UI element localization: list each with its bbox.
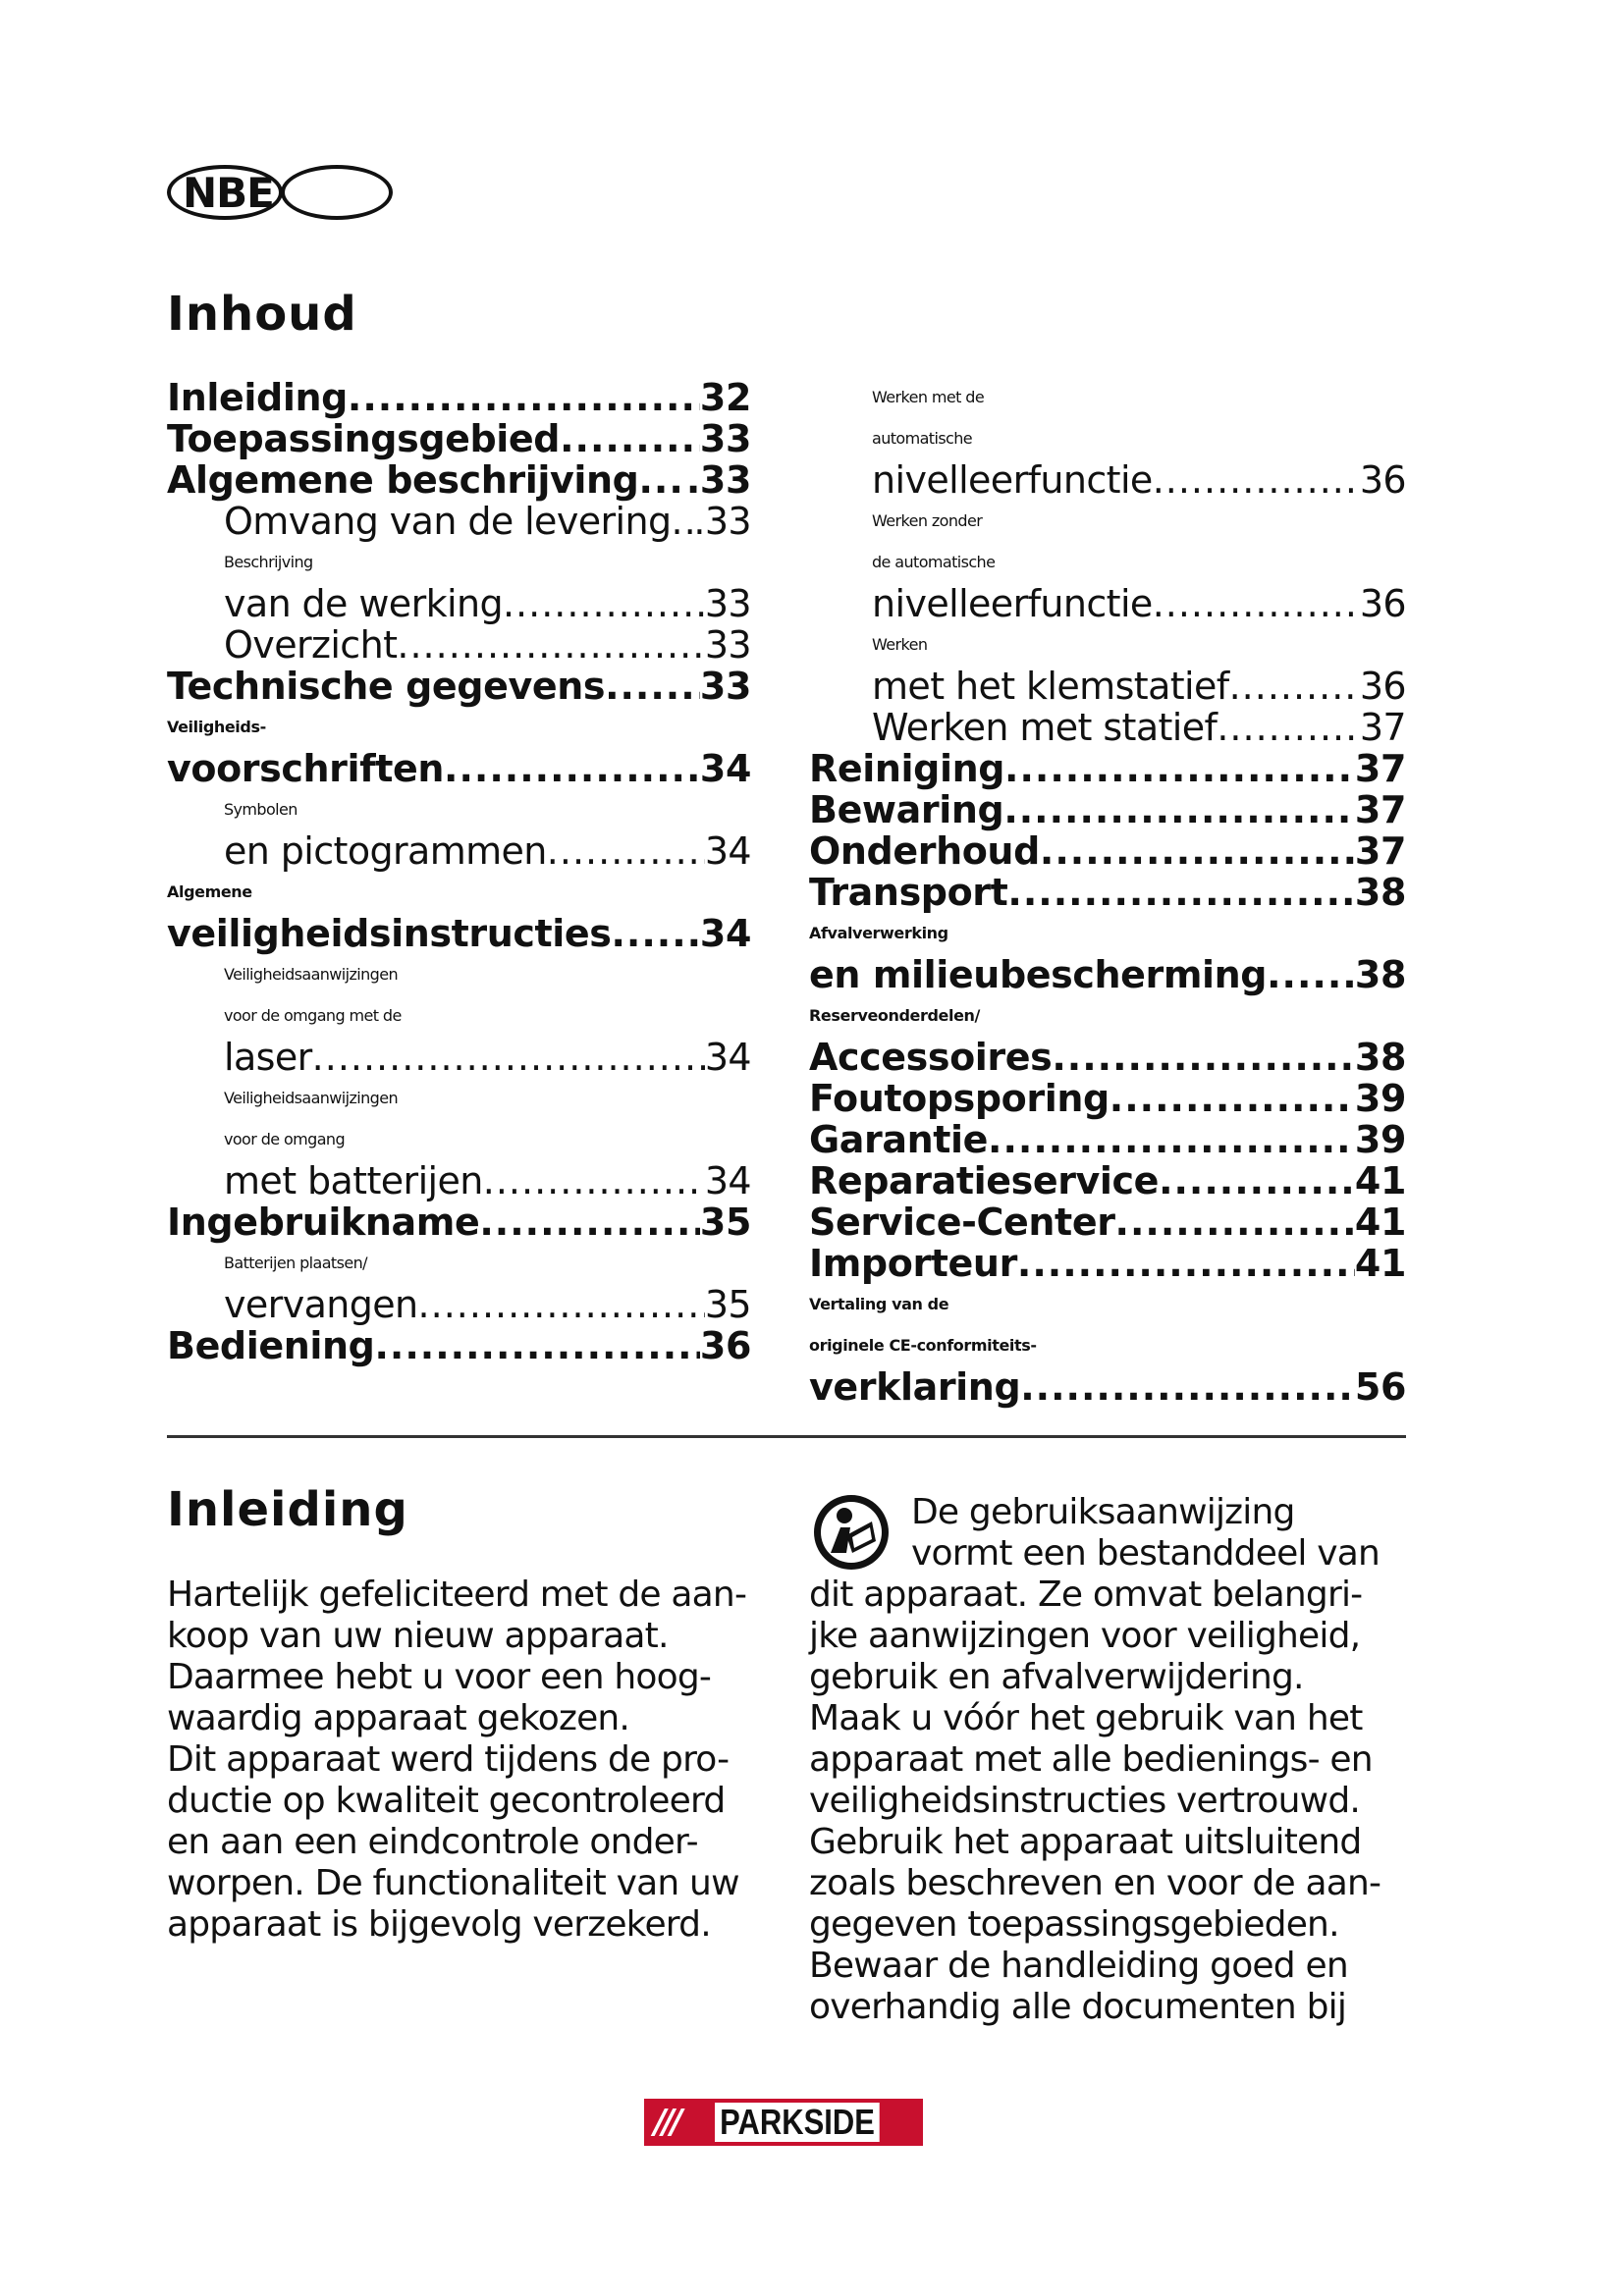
toc-entry-title: laser (224, 1036, 312, 1079)
toc-leader-dots (418, 1284, 705, 1325)
toc-entry-title: voorschriften (167, 747, 445, 790)
text-line: overhandig alle documenten bij (809, 1987, 1347, 2027)
toc-entry-title: Omvang van de levering (224, 500, 672, 543)
toc-leader-dots (374, 1325, 699, 1366)
toc-leader-dots (483, 1160, 705, 1201)
toc-entry (167, 1201, 751, 1243)
toc-subentry (167, 1037, 751, 1078)
language-badge-label: NBE (183, 169, 274, 217)
toc-subentry (167, 624, 751, 666)
toc-subentry: Symbolen (224, 800, 298, 819)
text-line: ductie op kwaliteit gecontroleerd (167, 1781, 726, 1821)
logo-brand-name: PARKSIDE (715, 2103, 880, 2142)
toc-entry-title: en pictogrammen (224, 829, 547, 873)
toc-entry-title: Accessoires (809, 1036, 1053, 1079)
toc-right-column (809, 377, 1406, 1408)
toc-entry (167, 666, 751, 707)
toc-entry-title: Reiniging (809, 747, 1005, 790)
toc-entry: Algemene (167, 882, 252, 901)
toc-leader-dots (1110, 1078, 1355, 1119)
toc-subentry: Veiligheidsaanwijzingen (224, 965, 399, 984)
text-line: worpen. De functionaliteit van uw (167, 1863, 739, 1903)
toc-leader-dots (638, 459, 685, 501)
toc-page-number: 41 (1354, 1159, 1406, 1202)
toc-page-number: 34 (699, 747, 751, 790)
toc-leader-dots (1159, 1160, 1355, 1201)
toc-page-number: 33 (704, 623, 751, 667)
toc-entry-title: Ingebruikname (167, 1201, 480, 1244)
toc-subentry: Werken met de (872, 388, 985, 406)
toc-entry (167, 1325, 751, 1366)
text-line: koop van uw nieuw apparaat. (167, 1616, 669, 1656)
toc-subentry: Werken (872, 635, 928, 654)
toc-page-number: .33 (685, 458, 751, 502)
toc-entry-title: Technische gegevens (167, 665, 606, 708)
toc-leader-dots (1267, 954, 1355, 995)
toc-entry-title: Toepassingsgebied (167, 417, 561, 460)
toc-entry-title: Importeur (809, 1242, 1017, 1285)
toc-page-number: 36 (699, 1324, 751, 1367)
text-line: jke aanwijzingen voor veiligheid, (809, 1616, 1361, 1656)
toc-entry-title: Werken met statief (872, 706, 1218, 749)
parkside-logo (644, 2099, 923, 2146)
text-line: apparaat is bijgevolg verzekerd. (167, 1904, 711, 1945)
toc-leader-dots (560, 418, 700, 459)
toc-subentry: Werken zonder (872, 511, 983, 530)
toc-page-number: 37 (1354, 829, 1406, 873)
toc-leader-dots (611, 913, 699, 954)
toc-entry-title: Algemene beschrijving (167, 458, 639, 502)
toc-entry (809, 748, 1406, 789)
text-line: gegeven toepassingsgebieden. (809, 1904, 1339, 1945)
toc-page-number: 36 (1359, 458, 1406, 502)
toc-entry (809, 830, 1406, 872)
toc-page-number: 38 (1354, 1036, 1406, 1079)
toc-page-number: 37 (1354, 788, 1406, 831)
text-line: Hartelijk gefeliciteerd met de aan- (167, 1575, 747, 1615)
toc-page-number: 34 (704, 1159, 751, 1202)
intro-title: Inleiding (167, 1482, 408, 1537)
toc-entry-title: nivelleerfunctie (872, 582, 1153, 625)
toc-subentry (167, 1160, 751, 1201)
toc-leader-dots (1003, 789, 1355, 830)
toc-leader-dots (1115, 1201, 1355, 1243)
language-badge-oval-empty (281, 165, 393, 220)
text-line: veiligheidsinstructies vertrouwd. (809, 1781, 1361, 1821)
toc-entry (809, 1078, 1406, 1119)
toc-entry: Vertaling van de (809, 1295, 949, 1313)
toc-leader-dots (672, 501, 694, 542)
toc-page-number: 37 (1354, 747, 1406, 790)
toc-leader-dots (1017, 1243, 1355, 1284)
toc-leader-dots (1040, 830, 1355, 872)
text-line: Dit apparaat werd tijdens de pro- (167, 1739, 730, 1780)
toc-subentry (167, 830, 751, 872)
text-line: Maak u vóór het gebruik van het (809, 1698, 1363, 1738)
toc-page-number: 36 (1359, 582, 1406, 625)
toc-page-number: 32 (699, 376, 751, 419)
text-line: Bewaar de handleiding goed en (809, 1946, 1348, 1986)
toc-page-number: 33 (699, 665, 751, 708)
toc-page-number: 34 (699, 912, 751, 955)
toc-entry (809, 1366, 1406, 1408)
toc-page-number: 37 (1359, 706, 1406, 749)
intro-text-left (167, 1575, 746, 1946)
toc-entry (167, 748, 751, 789)
toc-subentry (809, 666, 1406, 707)
text-line: zoals beschreven en voor de aan- (809, 1863, 1381, 1903)
toc-page-number: 35 (704, 1283, 751, 1326)
toc-subentry: automatische (872, 429, 973, 448)
toc-leader-dots (1020, 1366, 1355, 1408)
toc-page-number: 34 (704, 829, 751, 873)
toc-entry-title: Inleiding (167, 376, 348, 419)
toc-leader-dots (397, 624, 704, 666)
toc-leader-dots (312, 1037, 705, 1078)
toc-entry-title: Service-Center (809, 1201, 1115, 1244)
text-line: De gebruiksaanwijzing (911, 1492, 1295, 1532)
toc-left-column (167, 377, 751, 1366)
toc-leader-dots (1153, 583, 1360, 624)
toc-entry-title: met het klemstatief (872, 665, 1229, 708)
toc-page-number: 36 (1359, 665, 1406, 708)
toc-leader-dots (547, 830, 705, 872)
toc-leader-dots (479, 1201, 700, 1243)
toc-page-number: 56 (1354, 1365, 1406, 1409)
toc-entry (167, 377, 751, 418)
toc-subentry (167, 583, 751, 624)
toc-leader-dots (1004, 748, 1355, 789)
toc-entry-title: Bediening (167, 1324, 375, 1367)
toc-entry-title: Foutopsporing (809, 1077, 1110, 1120)
text-line: gebruik en afvalverwijdering. (809, 1657, 1304, 1697)
text-line: dit apparaat. Ze omvat belangri- (809, 1575, 1363, 1615)
toc-entry (809, 1119, 1406, 1160)
toc-entry-title: veiligheidsinstructies (167, 912, 612, 955)
toc-subentry (809, 459, 1406, 501)
toc-page-number: 34 (704, 1036, 751, 1079)
toc-entry-title: Garantie (809, 1118, 989, 1161)
text-line: Daarmee hebt u voor een hoog- (167, 1657, 712, 1697)
toc-entry (809, 789, 1406, 830)
toc-subentry (809, 707, 1406, 748)
toc-entry: Veiligheids- (167, 718, 266, 736)
toc-page-number: 38 (1354, 953, 1406, 996)
toc-entry-title: vervangen (224, 1283, 418, 1326)
section-divider (167, 1435, 1406, 1438)
toc-page-number: 35 (699, 1201, 751, 1244)
toc-subentry: de automatische (872, 553, 996, 571)
toc-leader-dots (348, 377, 700, 418)
toc-subentry (809, 583, 1406, 624)
toc-entry: Reserveonderdelen/ (809, 1006, 980, 1025)
logo-stripes: /// (654, 2103, 679, 2142)
toc-entry: originele CE-conformiteits- (809, 1336, 1037, 1355)
toc-page-number: 33 (699, 417, 751, 460)
toc-page-number: 41 (1354, 1242, 1406, 1285)
toc-entry-title: Transport (809, 871, 1008, 914)
toc-leader-dots (1007, 872, 1354, 913)
toc-entry-title: Onderhoud (809, 829, 1040, 873)
toc-subentry: voor de omgang met de (224, 1006, 402, 1025)
toc-entry (809, 1201, 1406, 1243)
intro-text-right (809, 1492, 1380, 2028)
toc-page-number: 41 (1354, 1201, 1406, 1244)
toc-entry-title: en milieubescherming (809, 953, 1268, 996)
toc-entry (167, 459, 751, 501)
text-line: en aan een eindcontrole onder- (167, 1822, 698, 1862)
toc-subentry: Batterijen plaatsen/ (224, 1254, 367, 1272)
toc-entry-title: van de werking (224, 582, 503, 625)
toc-entry (167, 418, 751, 459)
toc-entry (809, 1037, 1406, 1078)
text-line: waardig apparaat gekozen. (167, 1698, 630, 1738)
toc-leader-dots (1052, 1037, 1355, 1078)
language-badge (167, 163, 401, 226)
toc-leader-dots (988, 1119, 1355, 1160)
toc-subentry (167, 501, 751, 542)
toc-subentry: Veiligheidsaanwijzingen (224, 1089, 399, 1107)
toc-entry (809, 1160, 1406, 1201)
toc-entry-title: verklaring (809, 1365, 1021, 1409)
toc-page-number: .33 (693, 500, 751, 543)
toc-leader-dots (605, 666, 700, 707)
text-line: vormt een bestanddeel van (911, 1533, 1380, 1574)
toc-entry-title: nivelleerfunctie (872, 458, 1153, 502)
toc-page-number: 38 (1354, 871, 1406, 914)
toc-entry (809, 872, 1406, 913)
toc-entry-title: met batterijen (224, 1159, 483, 1202)
toc-leader-dots (444, 748, 700, 789)
text-line: Gebruik het apparaat uitsluitend (809, 1822, 1362, 1862)
toc-entry (167, 913, 751, 954)
toc-entry-title: Bewaring (809, 788, 1004, 831)
toc-page-number: 39 (1354, 1077, 1406, 1120)
toc-entry-title: Reparatieservice (809, 1159, 1160, 1202)
toc-leader-dots (1217, 707, 1360, 748)
toc-entry (809, 954, 1406, 995)
toc-leader-dots (503, 583, 705, 624)
toc-page-number: 39 (1354, 1118, 1406, 1161)
toc-title: Inhoud (167, 287, 357, 342)
toc-entry (809, 1243, 1406, 1284)
toc-leader-dots (1229, 666, 1360, 707)
toc-page-number: 33 (704, 582, 751, 625)
toc-subentry (167, 1284, 751, 1325)
toc-entry-title: Overzicht (224, 623, 398, 667)
text-line: apparaat met alle bedienings- en (809, 1739, 1373, 1780)
toc-entry: Afvalverwerking (809, 924, 948, 942)
toc-leader-dots (1153, 459, 1360, 501)
toc-subentry: voor de omgang (224, 1130, 346, 1148)
toc-subentry: Beschrijving (224, 553, 313, 571)
